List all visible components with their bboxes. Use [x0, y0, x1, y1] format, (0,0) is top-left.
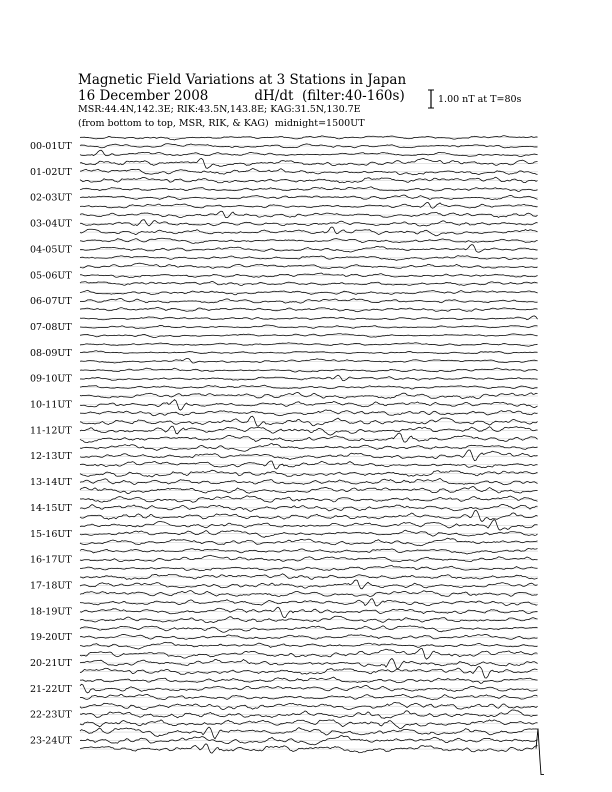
- hour-label: 14-15UT: [30, 502, 72, 514]
- trace-KAG: [80, 626, 538, 633]
- trace-RIK: [80, 684, 538, 693]
- trace-RIK: [80, 195, 538, 200]
- trace-RIK: [80, 580, 538, 589]
- hour-label: 07-08UT: [30, 321, 72, 333]
- trace-RIK: [80, 220, 538, 226]
- stations-line: MSR:44.4N,142.3E; RIK:43.5N,143.8E; KAG:31.5N,130.7E: [78, 104, 361, 115]
- trace-KAG: [80, 392, 538, 398]
- trace-RIK: [80, 351, 538, 354]
- hour-label: 09-10UT: [30, 373, 72, 385]
- scale-bar-label: 1.00 nT at T=80s: [438, 94, 522, 105]
- hour-label: 04-05UT: [30, 244, 72, 256]
- trace-KAG: [80, 648, 538, 659]
- hour-label: 03-04UT: [30, 218, 72, 230]
- trace-MSR: [80, 202, 538, 208]
- trace-KAG: [80, 599, 538, 606]
- hour-label: 23-24UT: [30, 735, 72, 747]
- trace-RIK: [80, 245, 538, 253]
- date-label: 16 December 2008: [78, 88, 209, 104]
- filter-label: (filter:40-160s): [302, 88, 405, 104]
- hour-label: 12-13UT: [30, 451, 72, 463]
- trace-RIK: [80, 478, 538, 484]
- quantity-label: dH/dt: [254, 88, 294, 104]
- trace-RIK: [80, 607, 538, 617]
- trace-KAG: [80, 211, 538, 218]
- hour-label: 20-21UT: [30, 658, 72, 669]
- trace-MSR: [80, 666, 538, 678]
- hour-label: 02-03UT: [30, 192, 72, 204]
- trace-RIK: [80, 504, 538, 511]
- trace-KAG: [80, 136, 538, 140]
- order-note: (from bottom to top, MSR, RIK, & KAG): [78, 118, 269, 129]
- trace-RIK: [80, 325, 538, 328]
- hour-label: 00-01UT: [30, 141, 72, 152]
- trace-MSR: [80, 281, 538, 285]
- trace-KAG: [80, 520, 538, 531]
- trace-KAG: [80, 416, 538, 426]
- trace-KAG: [80, 727, 538, 739]
- hour-label: 06-07UT: [30, 296, 72, 308]
- trace-MSR: [80, 177, 538, 183]
- hour-label: 16-17UT: [30, 554, 72, 566]
- hour-label: 08-09UT: [30, 347, 72, 359]
- trace-MSR: [80, 150, 538, 156]
- trace-MSR: [80, 486, 538, 493]
- hour-label: 01-02UT: [30, 166, 72, 178]
- trace-RIK: [80, 710, 538, 718]
- trace-KAG: [80, 263, 538, 268]
- trace-MSR: [80, 694, 538, 699]
- trace-RIK: [80, 659, 538, 669]
- hour-label: 21-22UT: [30, 683, 72, 695]
- trace-KAG: [80, 316, 538, 320]
- chart-title: Magnetic Field Variations at 3 Stations in Japan: [78, 72, 407, 88]
- trace-MSR: [80, 591, 538, 597]
- trace-KAG: [80, 343, 538, 347]
- trace-MSR: [80, 616, 538, 622]
- hour-label: 19-20UT: [30, 632, 72, 644]
- trace-MSR: [80, 334, 538, 338]
- trace-MSR: [80, 538, 538, 546]
- trace-KAG: [80, 496, 538, 502]
- trace-RIK: [80, 555, 538, 561]
- trace-MSR: [80, 461, 538, 469]
- trace-MSR: [80, 359, 538, 364]
- hour-label: 15-16UT: [30, 528, 72, 540]
- trace-MSR: [80, 227, 538, 236]
- trace-RIK: [80, 426, 538, 435]
- trace-MSR: [80, 510, 538, 521]
- trace-RIK: [80, 400, 538, 411]
- trace-RIK: [80, 144, 538, 148]
- trace-RIK: [80, 450, 538, 461]
- hour-label: 22-23UT: [30, 709, 72, 721]
- trace-MSR: [80, 433, 538, 443]
- hour-label: 11-12UT: [30, 425, 72, 437]
- hour-label: 18-19UT: [30, 606, 72, 618]
- hour-label: 05-06UT: [30, 270, 72, 282]
- trace-MSR: [80, 720, 538, 729]
- midnight-note: midnight=1500UT: [274, 118, 365, 129]
- trace-MSR: [80, 744, 538, 754]
- end-spike: [536, 729, 544, 775]
- trace-RIK: [80, 736, 538, 745]
- hour-label: 13-14UT: [30, 477, 72, 489]
- trace-RIK: [80, 298, 538, 303]
- hour-label: 17-18UT: [30, 580, 72, 592]
- trace-RIK: [80, 375, 538, 381]
- hour-label: 10-11UT: [30, 399, 72, 411]
- trace-RIK: [80, 634, 538, 639]
- trace-KAG: [80, 574, 538, 580]
